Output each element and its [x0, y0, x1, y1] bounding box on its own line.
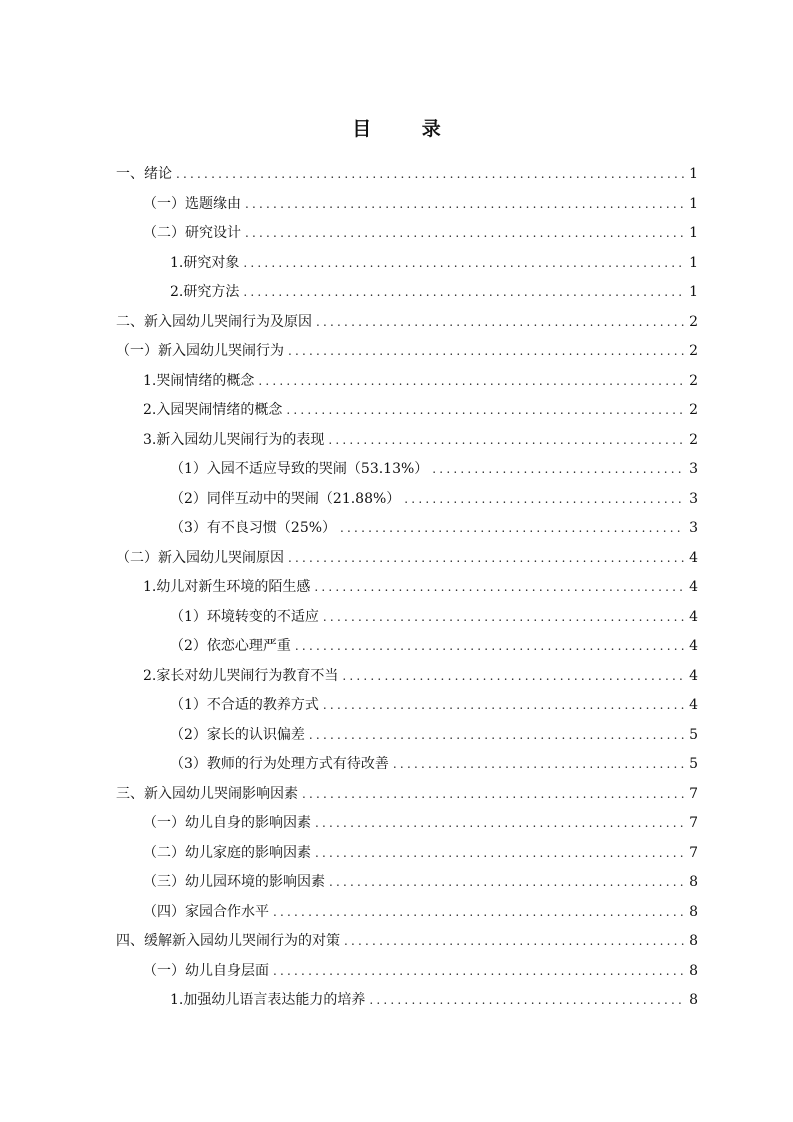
toc-dot-leader — [288, 337, 684, 367]
toc-dot-leader — [340, 514, 684, 544]
toc-entry-page-number: 2 — [689, 372, 698, 389]
toc-dot-leader — [369, 986, 684, 1016]
toc-entry-label: 1.研究对象 — [170, 254, 240, 271]
toc-entry-page-number: 5 — [689, 726, 698, 743]
toc-entry[interactable] — [116, 957, 698, 987]
toc-entry-label: （1）不合适的教养方式 — [170, 697, 319, 713]
toc-entry-page-number: 3 — [689, 461, 698, 477]
toc-entry-label: 二、新入园幼儿哭闹行为及原因 — [116, 313, 312, 330]
toc-entry[interactable] — [116, 986, 698, 1016]
toc-entry-label: 1.加强幼儿语言表达能力的培养 — [170, 992, 366, 1008]
toc-entry-page-number: 7 — [689, 844, 698, 861]
toc-entry[interactable] — [116, 278, 698, 308]
toc-dot-leader — [315, 809, 684, 839]
toc-dot-leader — [286, 396, 684, 426]
toc-entry-page-number: 4 — [689, 667, 698, 684]
toc-dot-leader — [323, 603, 684, 633]
toc-entry[interactable] — [116, 868, 698, 898]
toc-entry[interactable] — [116, 927, 698, 957]
toc-entry-page-number: 4 — [689, 638, 698, 654]
toc-entry-label: （一）新入园幼儿哭闹行为 — [116, 343, 284, 359]
toc-entry-label: 3.新入园幼儿哭闹行为的表现 — [143, 431, 325, 448]
toc-entry[interactable] — [116, 898, 698, 928]
toc-dot-leader — [245, 219, 684, 249]
toc-dot-leader — [328, 426, 684, 456]
toc-entry-label: （2）同伴互动中的哭闹（21.88%） — [170, 490, 401, 507]
toc-entry-label: 2.家长对幼儿哭闹行为教育不当 — [143, 667, 339, 684]
toc-entry-page-number: 3 — [689, 490, 698, 507]
toc-dot-leader — [302, 780, 684, 810]
toc-dot-leader — [309, 721, 684, 751]
toc-entry[interactable] — [116, 632, 698, 662]
toc-dot-leader — [315, 839, 684, 869]
toc-entry-label: （一）选题缘由 — [143, 195, 241, 212]
toc-entry-label: 1.哭闹情绪的概念 — [143, 372, 255, 389]
toc-entry-label: （一）幼儿自身的影响因素 — [143, 815, 311, 831]
toc-dot-leader — [295, 632, 684, 662]
toc-entry-page-number: 8 — [689, 903, 698, 920]
toc-entry-page-number: 4 — [689, 549, 698, 566]
toc-entry-label: （一）幼儿自身层面 — [143, 962, 269, 979]
toc-dot-leader — [323, 691, 684, 721]
toc-dot-leader — [258, 367, 684, 397]
toc-dot-leader — [342, 662, 684, 692]
toc-title: 目 录 — [352, 118, 463, 140]
toc-entry[interactable] — [116, 691, 698, 721]
toc-entry[interactable] — [116, 662, 698, 692]
toc-entry-page-number: 8 — [689, 992, 698, 1008]
toc-entry-page-number: 8 — [689, 933, 698, 949]
toc-entry-page-number: 1 — [689, 166, 698, 182]
toc-entry-label: （二）研究设计 — [143, 225, 241, 241]
toc-dot-leader — [314, 573, 684, 603]
toc-entry[interactable] — [116, 190, 698, 220]
toc-entry[interactable] — [116, 514, 698, 544]
toc-entry[interactable] — [116, 721, 698, 751]
toc-entry[interactable] — [116, 809, 698, 839]
toc-entry-label: （3）教师的行为处理方式有待改善 — [170, 756, 389, 772]
toc-entry-page-number: 1 — [689, 225, 698, 241]
toc-entry[interactable] — [116, 396, 698, 426]
toc-dot-leader — [273, 957, 684, 987]
toc-entry-label: （1）环境转变的不适应 — [170, 608, 319, 625]
toc-dot-leader — [432, 455, 684, 485]
toc-entry[interactable] — [116, 308, 698, 338]
toc-dot-leader — [404, 485, 684, 515]
toc-entry-page-number: 2 — [689, 431, 698, 448]
toc-dot-leader — [273, 898, 684, 928]
toc-dot-leader — [243, 249, 684, 279]
toc-entry-page-number: 2 — [689, 343, 698, 359]
toc-entry-label: 三、新入园幼儿哭闹影响因素 — [116, 785, 298, 802]
toc-dot-leader — [329, 868, 684, 898]
toc-entry-page-number: 3 — [689, 520, 698, 536]
toc-entry[interactable] — [116, 603, 698, 633]
toc-dot-leader — [344, 927, 684, 957]
toc-entry-page-number: 2 — [689, 402, 698, 418]
toc-entry-page-number: 4 — [689, 579, 698, 595]
toc-dot-leader — [243, 278, 684, 308]
toc-entry-page-number: 4 — [689, 697, 698, 713]
toc-entry-page-number: 7 — [689, 815, 698, 831]
toc-entry-label: 2.入园哭闹情绪的概念 — [143, 402, 283, 418]
toc-entry[interactable] — [116, 367, 698, 397]
toc-entry[interactable] — [116, 544, 698, 574]
toc-entry[interactable] — [116, 780, 698, 810]
toc-entry-label: （2）家长的认识偏差 — [170, 726, 305, 743]
toc-entry-page-number: 2 — [689, 313, 698, 330]
toc-entry[interactable] — [116, 573, 698, 603]
toc-entry-page-number: 8 — [689, 962, 698, 979]
toc-entry-page-number: 4 — [689, 608, 698, 625]
toc-entry[interactable] — [116, 839, 698, 869]
toc-entry-label: （四）家园合作水平 — [143, 903, 269, 920]
toc-dot-leader — [245, 190, 684, 220]
toc-dot-leader — [176, 160, 684, 190]
toc-entry-label: 2.研究方法 — [170, 284, 240, 300]
toc-entry[interactable] — [116, 219, 698, 249]
toc-dot-leader — [316, 308, 684, 338]
toc-entry-label: （二）新入园幼儿哭闹原因 — [116, 549, 284, 566]
toc-entry-label: 四、缓解新入园幼儿哭闹行为的对策 — [116, 933, 340, 949]
toc-dot-leader — [393, 750, 684, 780]
toc-entry-page-number: 1 — [689, 254, 698, 271]
toc-entry[interactable] — [116, 249, 698, 279]
toc-entry-label: （二）幼儿家庭的影响因素 — [143, 844, 311, 861]
toc-entry-label: （1）入园不适应导致的哭闹（53.13%） — [170, 461, 429, 477]
toc-entry-page-number: 5 — [689, 756, 698, 772]
toc-entry-label: 一、绪论 — [116, 166, 172, 182]
toc-entry-page-number: 1 — [689, 284, 698, 300]
toc-entry[interactable] — [116, 160, 698, 190]
toc-entry-label: （三）幼儿园环境的影响因素 — [143, 874, 325, 890]
toc-entry-page-number: 7 — [689, 785, 698, 802]
toc-entry-page-number: 1 — [689, 195, 698, 212]
toc-entry-label: （2）依恋心理严重 — [170, 638, 291, 654]
toc-entry[interactable] — [116, 750, 698, 780]
table-of-contents — [116, 160, 698, 1016]
toc-entry-label: （3）有不良习惯（25%） — [170, 520, 337, 536]
toc-entry-page-number: 8 — [689, 874, 698, 890]
toc-entry[interactable] — [116, 426, 698, 456]
toc-entry[interactable] — [116, 485, 698, 515]
toc-dot-leader — [288, 544, 684, 574]
toc-entry[interactable] — [116, 455, 698, 485]
toc-entry[interactable] — [116, 337, 698, 367]
toc-entry-label: 1.幼儿对新生环境的陌生感 — [143, 579, 311, 595]
